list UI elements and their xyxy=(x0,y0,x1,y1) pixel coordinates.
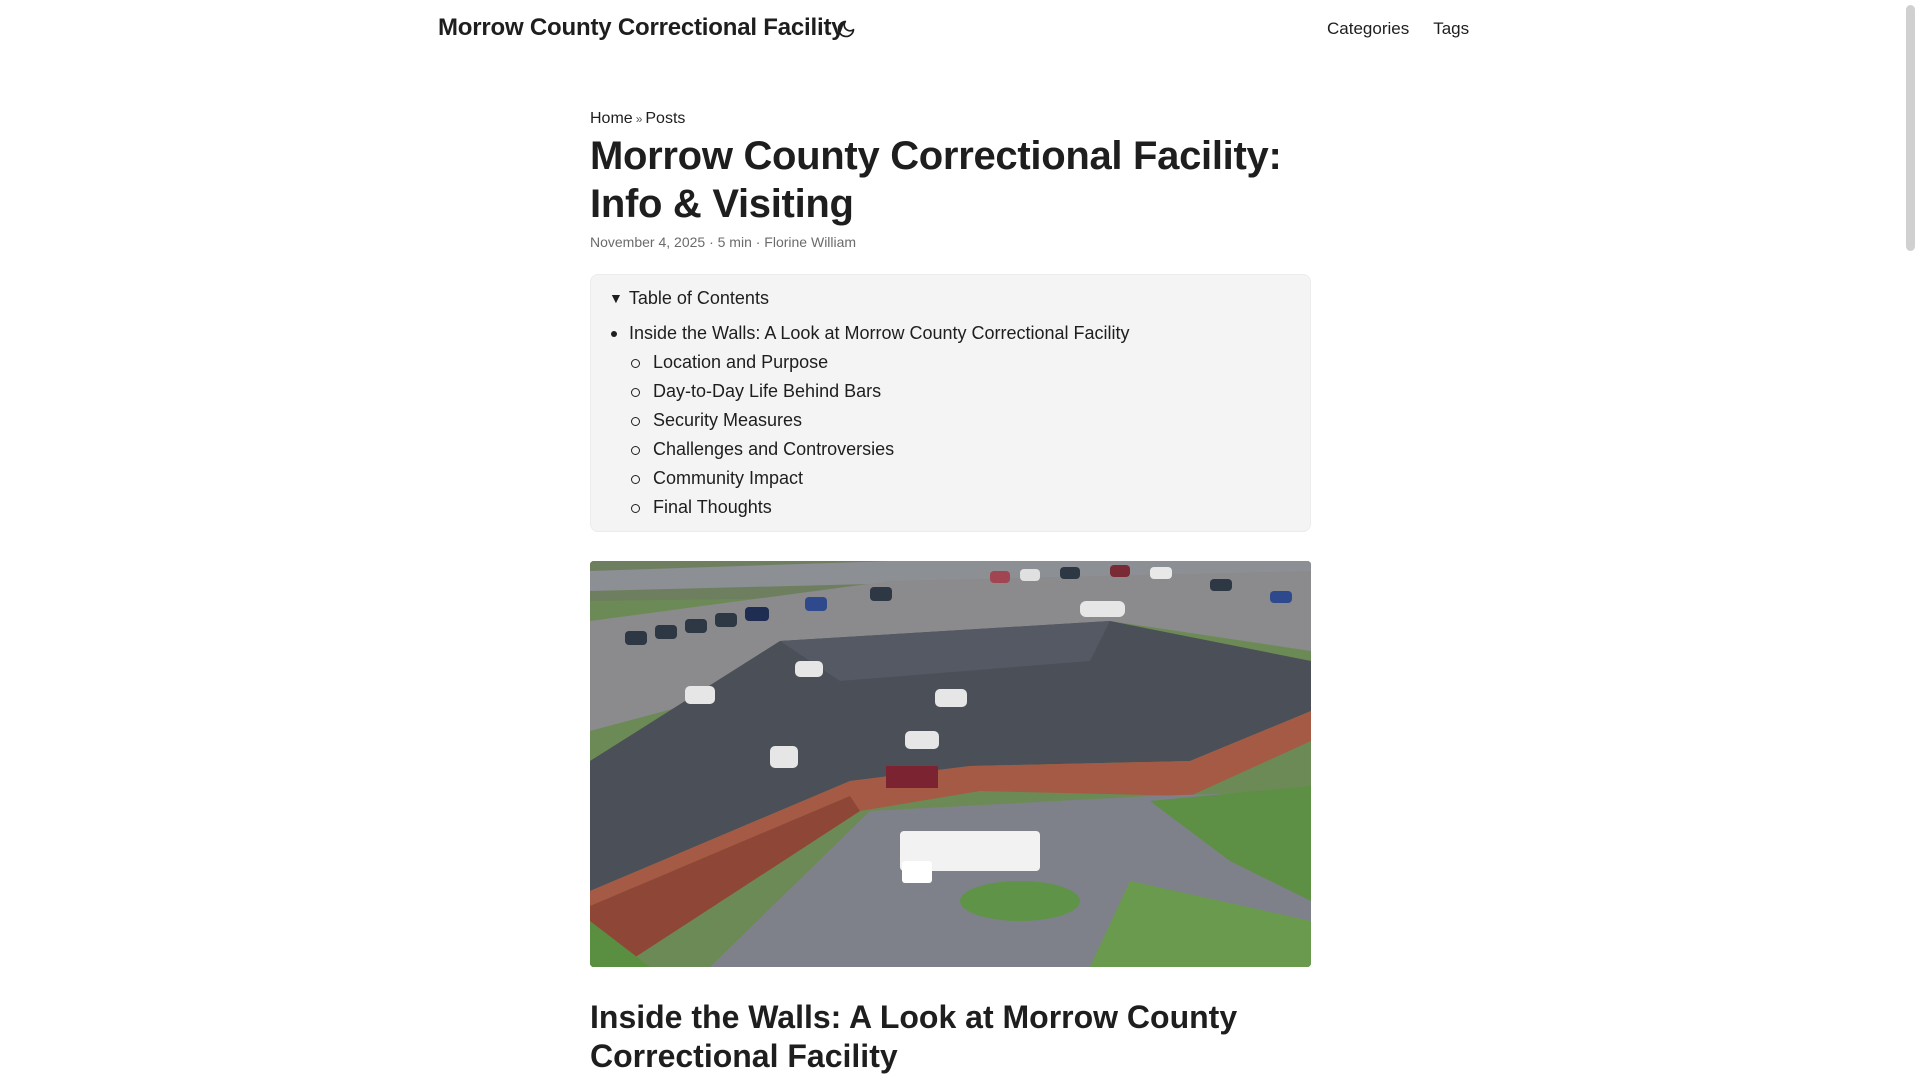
toc-item xyxy=(629,435,1292,464)
breadcrumb xyxy=(590,110,685,128)
cover-image xyxy=(590,561,1311,967)
breadcrumb-posts-link[interactable]: Posts xyxy=(645,110,686,127)
nav-categories-link[interactable]: Categories xyxy=(1327,19,1410,38)
section-heading-inside-the-walls: Inside the Walls: A Look at Morrow County Correctional Facility xyxy=(590,999,1238,1074)
toc-item xyxy=(629,348,1292,377)
toc-sublist xyxy=(629,348,1292,522)
site-title-link[interactable]: Morrow County Correctional Facility xyxy=(438,14,845,41)
toc-link-final-thoughts[interactable]: Final Thoughts xyxy=(653,497,772,517)
triangle-down-icon: ▼ xyxy=(609,290,623,306)
toc-item xyxy=(629,493,1292,522)
toc-link-security-measures[interactable]: Security Measures xyxy=(653,410,803,430)
nav-tags-link[interactable]: Tags xyxy=(1433,19,1470,38)
page-scrollbar[interactable] xyxy=(1904,0,1920,1080)
toc-list xyxy=(609,319,1292,522)
toc-toggle[interactable] xyxy=(609,285,1292,311)
toc-item xyxy=(629,464,1292,493)
site-header xyxy=(0,0,1904,60)
post-meta: November 4, 2025 · 5 min · Florine William xyxy=(590,234,857,250)
toc-item xyxy=(629,377,1292,406)
table-of-contents xyxy=(590,274,1311,532)
post-title: Morrow County Correctional Facility: Info & Visiting xyxy=(590,134,1282,226)
toc-link-community-impact[interactable]: Community Impact xyxy=(653,468,804,488)
toc-link-inside-the-walls[interactable]: Inside the Walls: A Look at Morrow County Correctional Facility xyxy=(629,323,1130,343)
toc-item xyxy=(629,406,1292,435)
top-nav xyxy=(1327,19,1469,39)
scrollbar-thumb[interactable] xyxy=(1906,5,1915,251)
toc-summary-label: Table of Contents xyxy=(628,288,769,308)
breadcrumb-separator: » xyxy=(635,112,643,126)
facility-aerial-photo xyxy=(590,561,1311,967)
toc-link-location-and-purpose[interactable]: Location and Purpose xyxy=(653,352,829,372)
toc-link-day-to-day-life[interactable]: Day-to-Day Life Behind Bars xyxy=(653,381,882,401)
breadcrumb-home-link[interactable]: Home xyxy=(590,110,633,127)
moon-icon[interactable] xyxy=(836,19,856,39)
toc-item xyxy=(609,319,1292,522)
toc-link-challenges[interactable]: Challenges and Controversies xyxy=(653,439,895,459)
